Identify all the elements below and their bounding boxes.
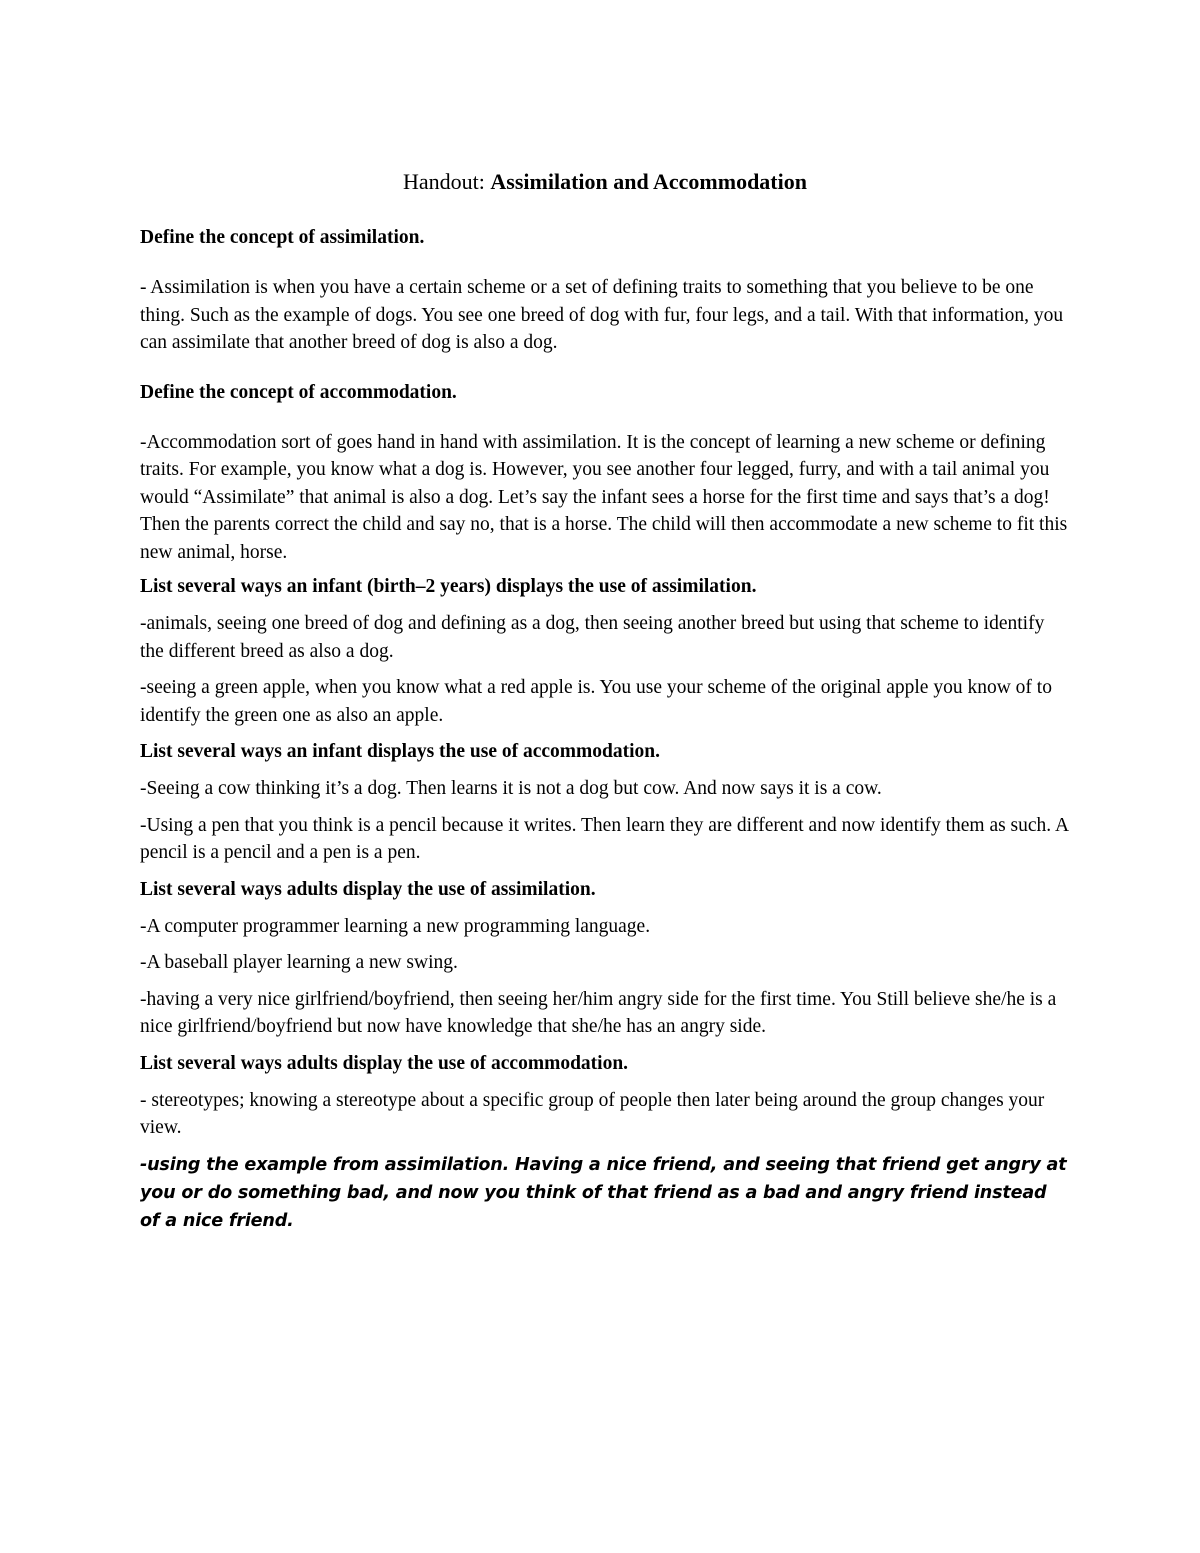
question-infant-accommodation: List several ways an infant displays the use of accommodation. — [140, 741, 661, 762]
document-content — [140, 166, 1070, 1235]
question-infant-assimilation: List several ways an infant (birth–2 years) displays the use of assimilation. — [140, 576, 757, 597]
page-title — [140, 166, 1070, 198]
question-adult-assimilation: List several ways adults display the use of assimilation. — [140, 878, 596, 900]
question-accommodation-definition: Define the concept of accommodation. — [140, 381, 457, 403]
question-assimilation-definition: Define the concept of assimilation. — [140, 227, 425, 248]
answer-infant-assimilation-2: -seeing a green apple, when you know what a red apple is. You use your scheme of the original apple you know of to identify the green one as also an apple. — [140, 677, 1052, 726]
answer-infant-assimilation-1: -animals, seeing one breed of dog and defining as a dog, then seeing another breed but using that scheme to identify the different breed as also a dog. — [140, 613, 1045, 662]
answer-assimilation-definition: - Assimilation is when you have a certain scheme or a set of defining traits to something that you believe to be one thing. Such as the example of dogs. You see one breed of dog with fur, four legs, and a tail. With that information, you can assimilate that another breed of dog is also a dog. — [140, 277, 1064, 353]
title-main: Assimilation and Accommodation — [490, 169, 807, 194]
answer-adult-assimilation-3: -having a very nice girlfriend/boyfriend, then seeing her/him angry side for the first time. You Still believe she/he is a nice girlfriend/boyfriend but now have knowledge that she/he has an angry side. — [140, 988, 1057, 1037]
answer-infant-accommodation-1: -Seeing a cow thinking it’s a dog. Then learns it is not a dog but cow. And now says it is a cow. — [140, 778, 882, 799]
answer-adult-assimilation-1: -A computer programmer learning a new programming language. — [140, 915, 651, 937]
answer-accommodation-definition: -Accommodation sort of goes hand in hand with assimilation. It is the concept of learning a new scheme or defining traits. For example, you know what a dog is. However, you see another four legged, furry, and with a tail animal you would “Assimilate” that animal is also a dog. Let’s say the infant sees a horse for the first time and says that’s a dog! Then the parents correct the child and say no, that is a horse. The child will then accommodate a new scheme to fit this new animal, horse. — [140, 431, 1068, 563]
answer-adult-accommodation-2: -using the example from assimilation. Having a nice friend, and seeing that friend get angry at you or do something bad, and now you think of that friend as a bad and angry friend instead of a nice friend. — [140, 1154, 1067, 1231]
answer-adult-assimilation-2: -A baseball player learning a new swing. — [140, 952, 458, 973]
question-adult-accommodation: List several ways adults display the use of accommodation. — [140, 1052, 629, 1074]
answer-infant-accommodation-2: -Using a pen that you think is a pencil because it writes. Then learn they are different and now identify them as such. A pencil is a pencil and a pen is a pen. — [140, 814, 1068, 863]
answer-adult-accommodation-1: - stereotypes; knowing a stereotype about a specific group of people then later being around the group changes your view. — [140, 1089, 1045, 1138]
title-prefix: Handout: — [403, 169, 491, 194]
